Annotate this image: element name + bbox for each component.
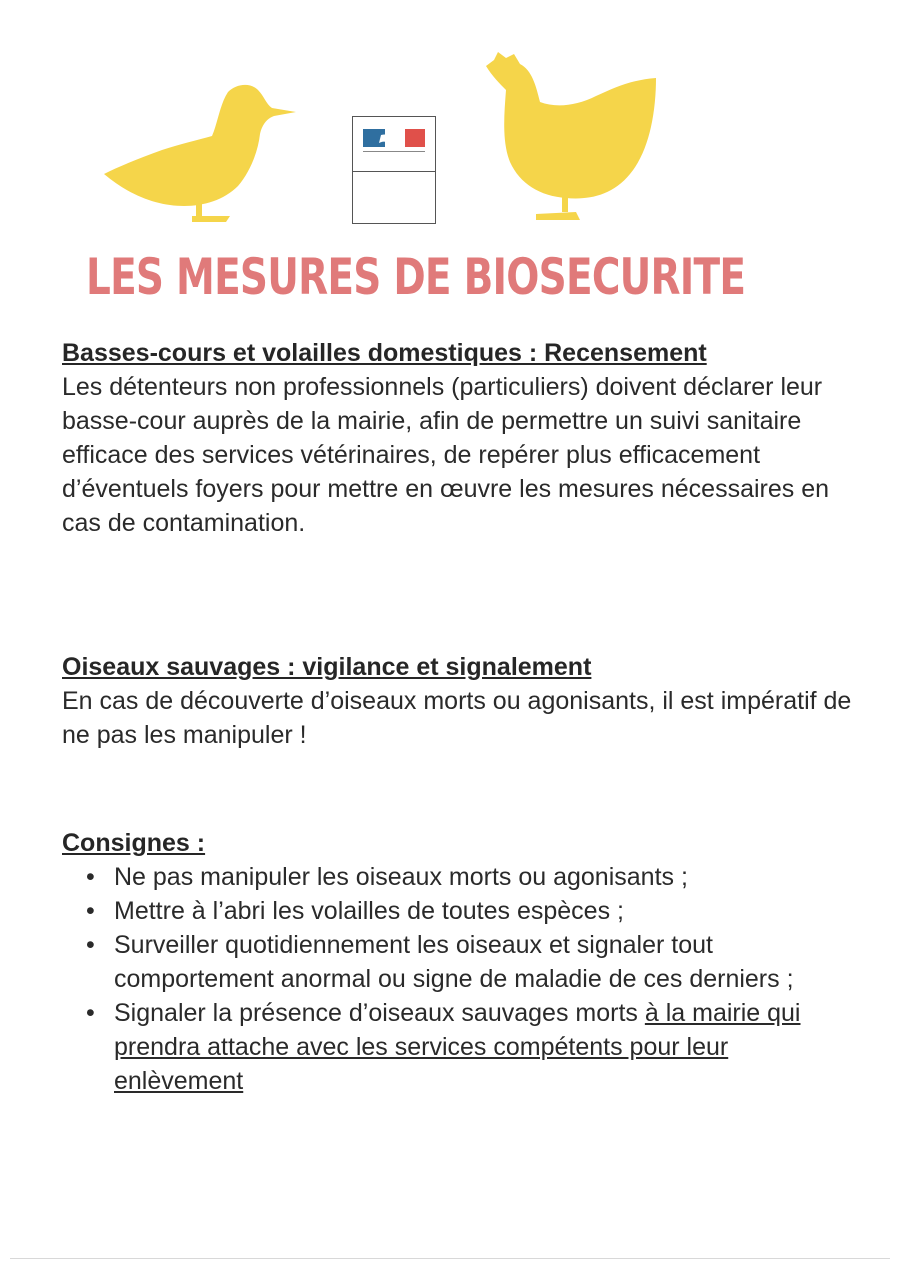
duck-leg xyxy=(196,200,202,218)
flag-red xyxy=(405,129,425,147)
section-oiseaux-sauvages xyxy=(62,650,862,752)
list-item-text: Mettre à l’abri les volailles de toutes espèces ; xyxy=(114,897,624,925)
section-body-oiseaux: En cas de découverte d’oiseaux morts ou agonisants, il est impératif de ne pas les manipuler ! xyxy=(62,687,852,749)
list-item-emphasis: à la mairie qui prendra attache avec les services compétents pour leur enlèvement xyxy=(114,999,801,1095)
section-recensement xyxy=(62,336,862,540)
list-item-text: Signaler la présence d’oiseaux sauvages morts xyxy=(114,999,645,1027)
bullet-icon: • xyxy=(86,999,95,1027)
logo-divider xyxy=(353,171,435,172)
list-item xyxy=(62,860,862,894)
flag-underline xyxy=(363,151,425,152)
list-item-text: Surveiller quotidiennement les oiseaux et signaler tout comportement anormal ou signe de maladie de ces derniers ; xyxy=(114,931,794,993)
list-item xyxy=(62,928,862,996)
bullet-icon: • xyxy=(86,863,95,891)
list-item xyxy=(62,894,862,928)
duck-body xyxy=(104,85,296,206)
flag-icon xyxy=(361,125,427,155)
section-heading-oiseaux: Oiseaux sauvages : vigilance et signalement xyxy=(62,653,592,681)
duck-foot xyxy=(192,216,230,222)
page-title: LES MESURES DE BIOSECURITE xyxy=(86,248,746,306)
list-item xyxy=(62,996,862,1098)
duck-illustration xyxy=(100,82,300,228)
list-item-text: Ne pas manipuler les oiseaux morts ou agonisants ; xyxy=(114,863,688,891)
consignes-list xyxy=(62,860,862,1098)
section-heading-recensement: Basses-cours et volailles domestiques : Recensement xyxy=(62,339,707,367)
marianne-logo xyxy=(352,116,436,224)
hen-illustration xyxy=(480,50,660,225)
bullet-icon: • xyxy=(86,897,95,925)
hen-body xyxy=(486,52,656,198)
hen-foot xyxy=(536,212,580,220)
section-body-recensement: Les détenteurs non professionnels (particuliers) doivent déclarer leur basse-cour auprès de la mairie, afin de permettre un suivi sanitaire efficace des services vétérinaires, de repérer plus efficacement d’éventuels foyers pour mettre en œuvre les mesures nécessaires en cas de contamination. xyxy=(62,373,830,537)
section-consignes xyxy=(62,826,862,1098)
hen-leg xyxy=(562,196,568,212)
bullet-icon: • xyxy=(86,931,95,959)
section-heading-consignes: Consignes : xyxy=(62,829,206,857)
page-bottom-edge xyxy=(10,1258,890,1259)
